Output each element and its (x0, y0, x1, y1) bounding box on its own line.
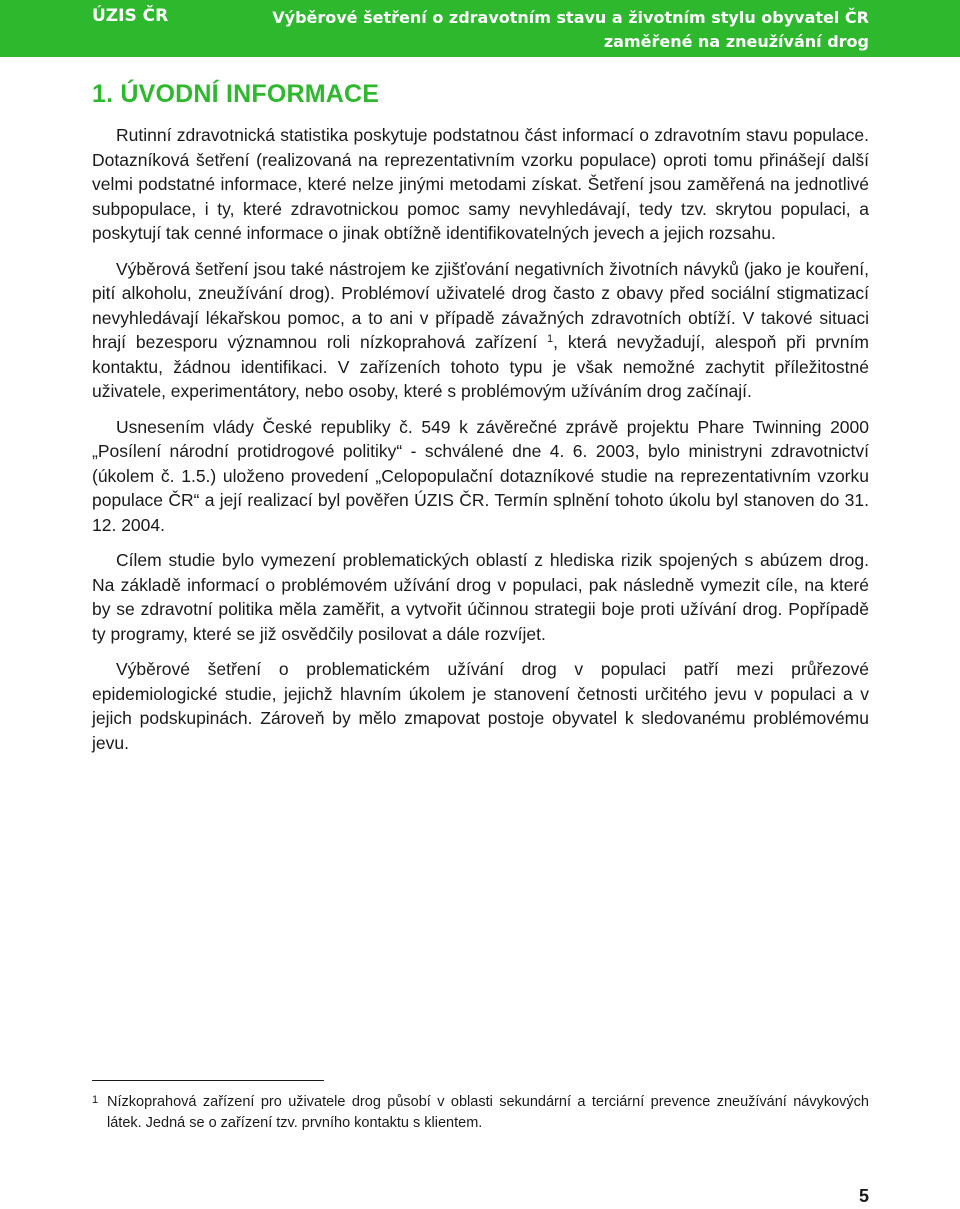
page-header (0, 0, 960, 57)
footnote-number: 1 (92, 1094, 99, 1106)
paragraph-3: Usnesením vlády České republiky č. 549 k závěrečné zprávě projektu Phare Twinning 2000 „Posílení národní protidrogové politiky“ - schválené dne 4. 6. 2003, bylo ministryni zdravotnictví (úkolem č. 1.5.) uloženo provedení „Celopopulační dotazníkové studie na reprezentativním vzorku populace ČR“ a její realizací byl pověřen ÚZIS ČR. Termín splnění tohoto úkolu byl stanoven do 31. 12. 2004. (92, 416, 869, 535)
page-number: 5 (858, 1186, 869, 1206)
header-organization: ÚZIS ČR (92, 6, 169, 26)
body-text (92, 123, 869, 766)
paragraph-5: Výběrové šetření o problematickém užívání drog v populaci patří mezi průřezové epidemiologické studie, jejichž hlavním úkolem je stanovení četnosti určitého jevu v populaci a v jejich podskupinách. Zároveň by mělo zmapovat postoje obyvatel k sledovanému problémovému jevu. (92, 659, 869, 753)
paragraph-1: Rutinní zdravotnická statistika poskytuje podstatnou část informací o zdravotním stavu populace. Dotazníková šetření (realizovaná na reprezentativním vzorku populace) oproti tomu přinášejí další velmi podstatné informace, které nelze jinými metodami získat. Šetření jsou zaměřená na jednotlivé subpopulace, i ty, které zdravotnickou pomoc samy nevyhledávají, tedy tzv. skrytou populaci, a poskytují tak cenné informace o jinak obtížně identifikovatelných jevech a jejich rozsahu. (92, 125, 869, 243)
footnote-reference: 1 (547, 333, 554, 345)
section-heading: 1. ÚVODNÍ INFORMACE (92, 80, 380, 108)
paragraph-2-text-after: , která nevyžadují, alespoň při prvním kontaktu, žádnou identifikaci. V zařízeních tohoto typu je však nemožné zachytit příležitostné uživatele, experimentátory, nebo osoby, které s problémovým užíváním drog začínají. (92, 332, 869, 401)
footnote-text: Nízkoprahová zařízení pro uživatele drog působí v oblasti sekundární a terciární prevence zneužívání návykových látek. Jedná se o zařízení tzv. prvního kontaktu s klientem. (107, 1094, 869, 1131)
paragraph-4: Cílem studie bylo vymezení problematických oblastí z hlediska rizik spojených s abúzem drog. Na základě informací o problémovém užívání drog v populaci, pak následně vymezit cíle, na které by se zdravotní politika měla zaměřit, a vytvořit účinnou strategii boje proti užívání drog. Popřípadě ty programy, které se již osvědčily posilovat a dále rozvíjet. (92, 550, 869, 644)
footnote (92, 1092, 869, 1134)
footnote-divider (92, 1080, 324, 1081)
paragraph-2 (92, 257, 869, 404)
paragraph-2-text-before: Výběrová šetření jsou také nástrojem ke zjišťování negativních životních návyků (jako je kouření, pití alkoholu, zneužívání drog). Problémoví uživatelé drog často z obavy před sociální stigmatizací nevyhledávají lékařskou pomoc, a to ani v případě závažných zdravotních obtíží. V takové situaci hrají bezesporu významnou roli nízkoprahová zařízení (92, 258, 869, 352)
header-title: Výběrové šetření o zdravotním stavu a životním stylu obyvatel ČR zaměřené na zneužívání drog (272, 8, 869, 51)
